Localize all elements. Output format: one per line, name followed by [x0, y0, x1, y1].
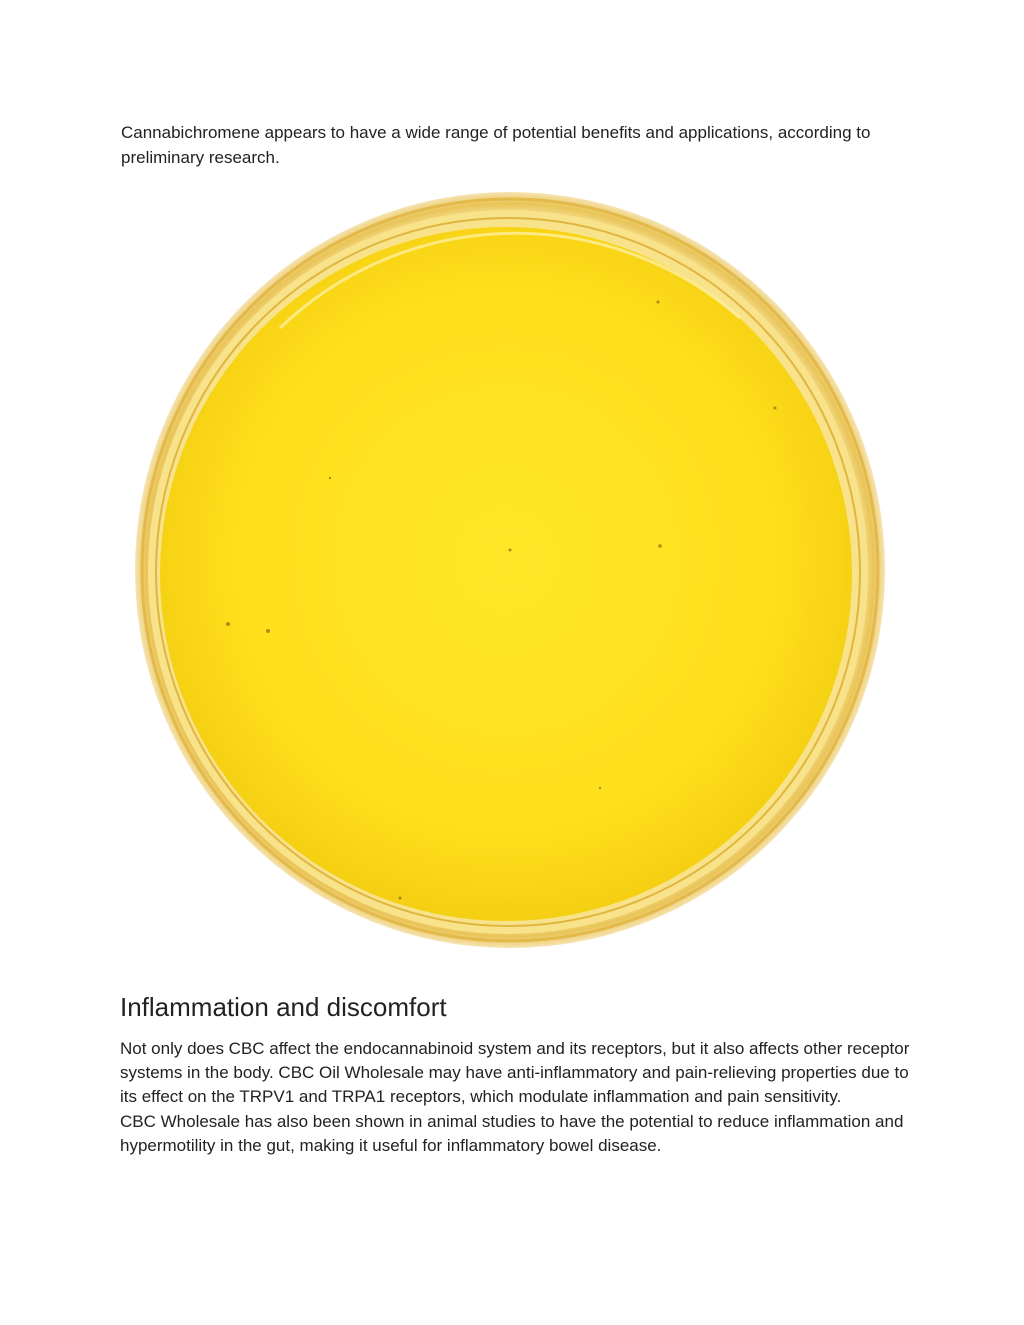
- oil-surface: [160, 227, 852, 921]
- body-paragraph: CBC Wholesale has also been shown in animal studies to have the potential to reduce inflammation and hypermotility in the gut, making it useful for inflammatory bowel disease.: [120, 1111, 904, 1155]
- body-paragraph: Not only does CBC affect the endocannabinoid system and its receptors, but it also affects other receptor systems in the body. CBC Oil Wholesale may have anti-inflammatory and pain-relieving properties due to its effect on the TRPV1 and TRPA1 receptors, which modulate inflammation and pain sensitivity.: [120, 1039, 910, 1107]
- section-heading: Inflammation and discomfort: [120, 992, 447, 1022]
- petri-dish-image: [130, 188, 890, 953]
- petri-dish-illustration: [130, 188, 890, 953]
- section-body: [120, 1037, 920, 1158]
- intro-paragraph: Cannabichromene appears to have a wide range of potential benefits and applications, according to preliminary research.: [121, 123, 871, 167]
